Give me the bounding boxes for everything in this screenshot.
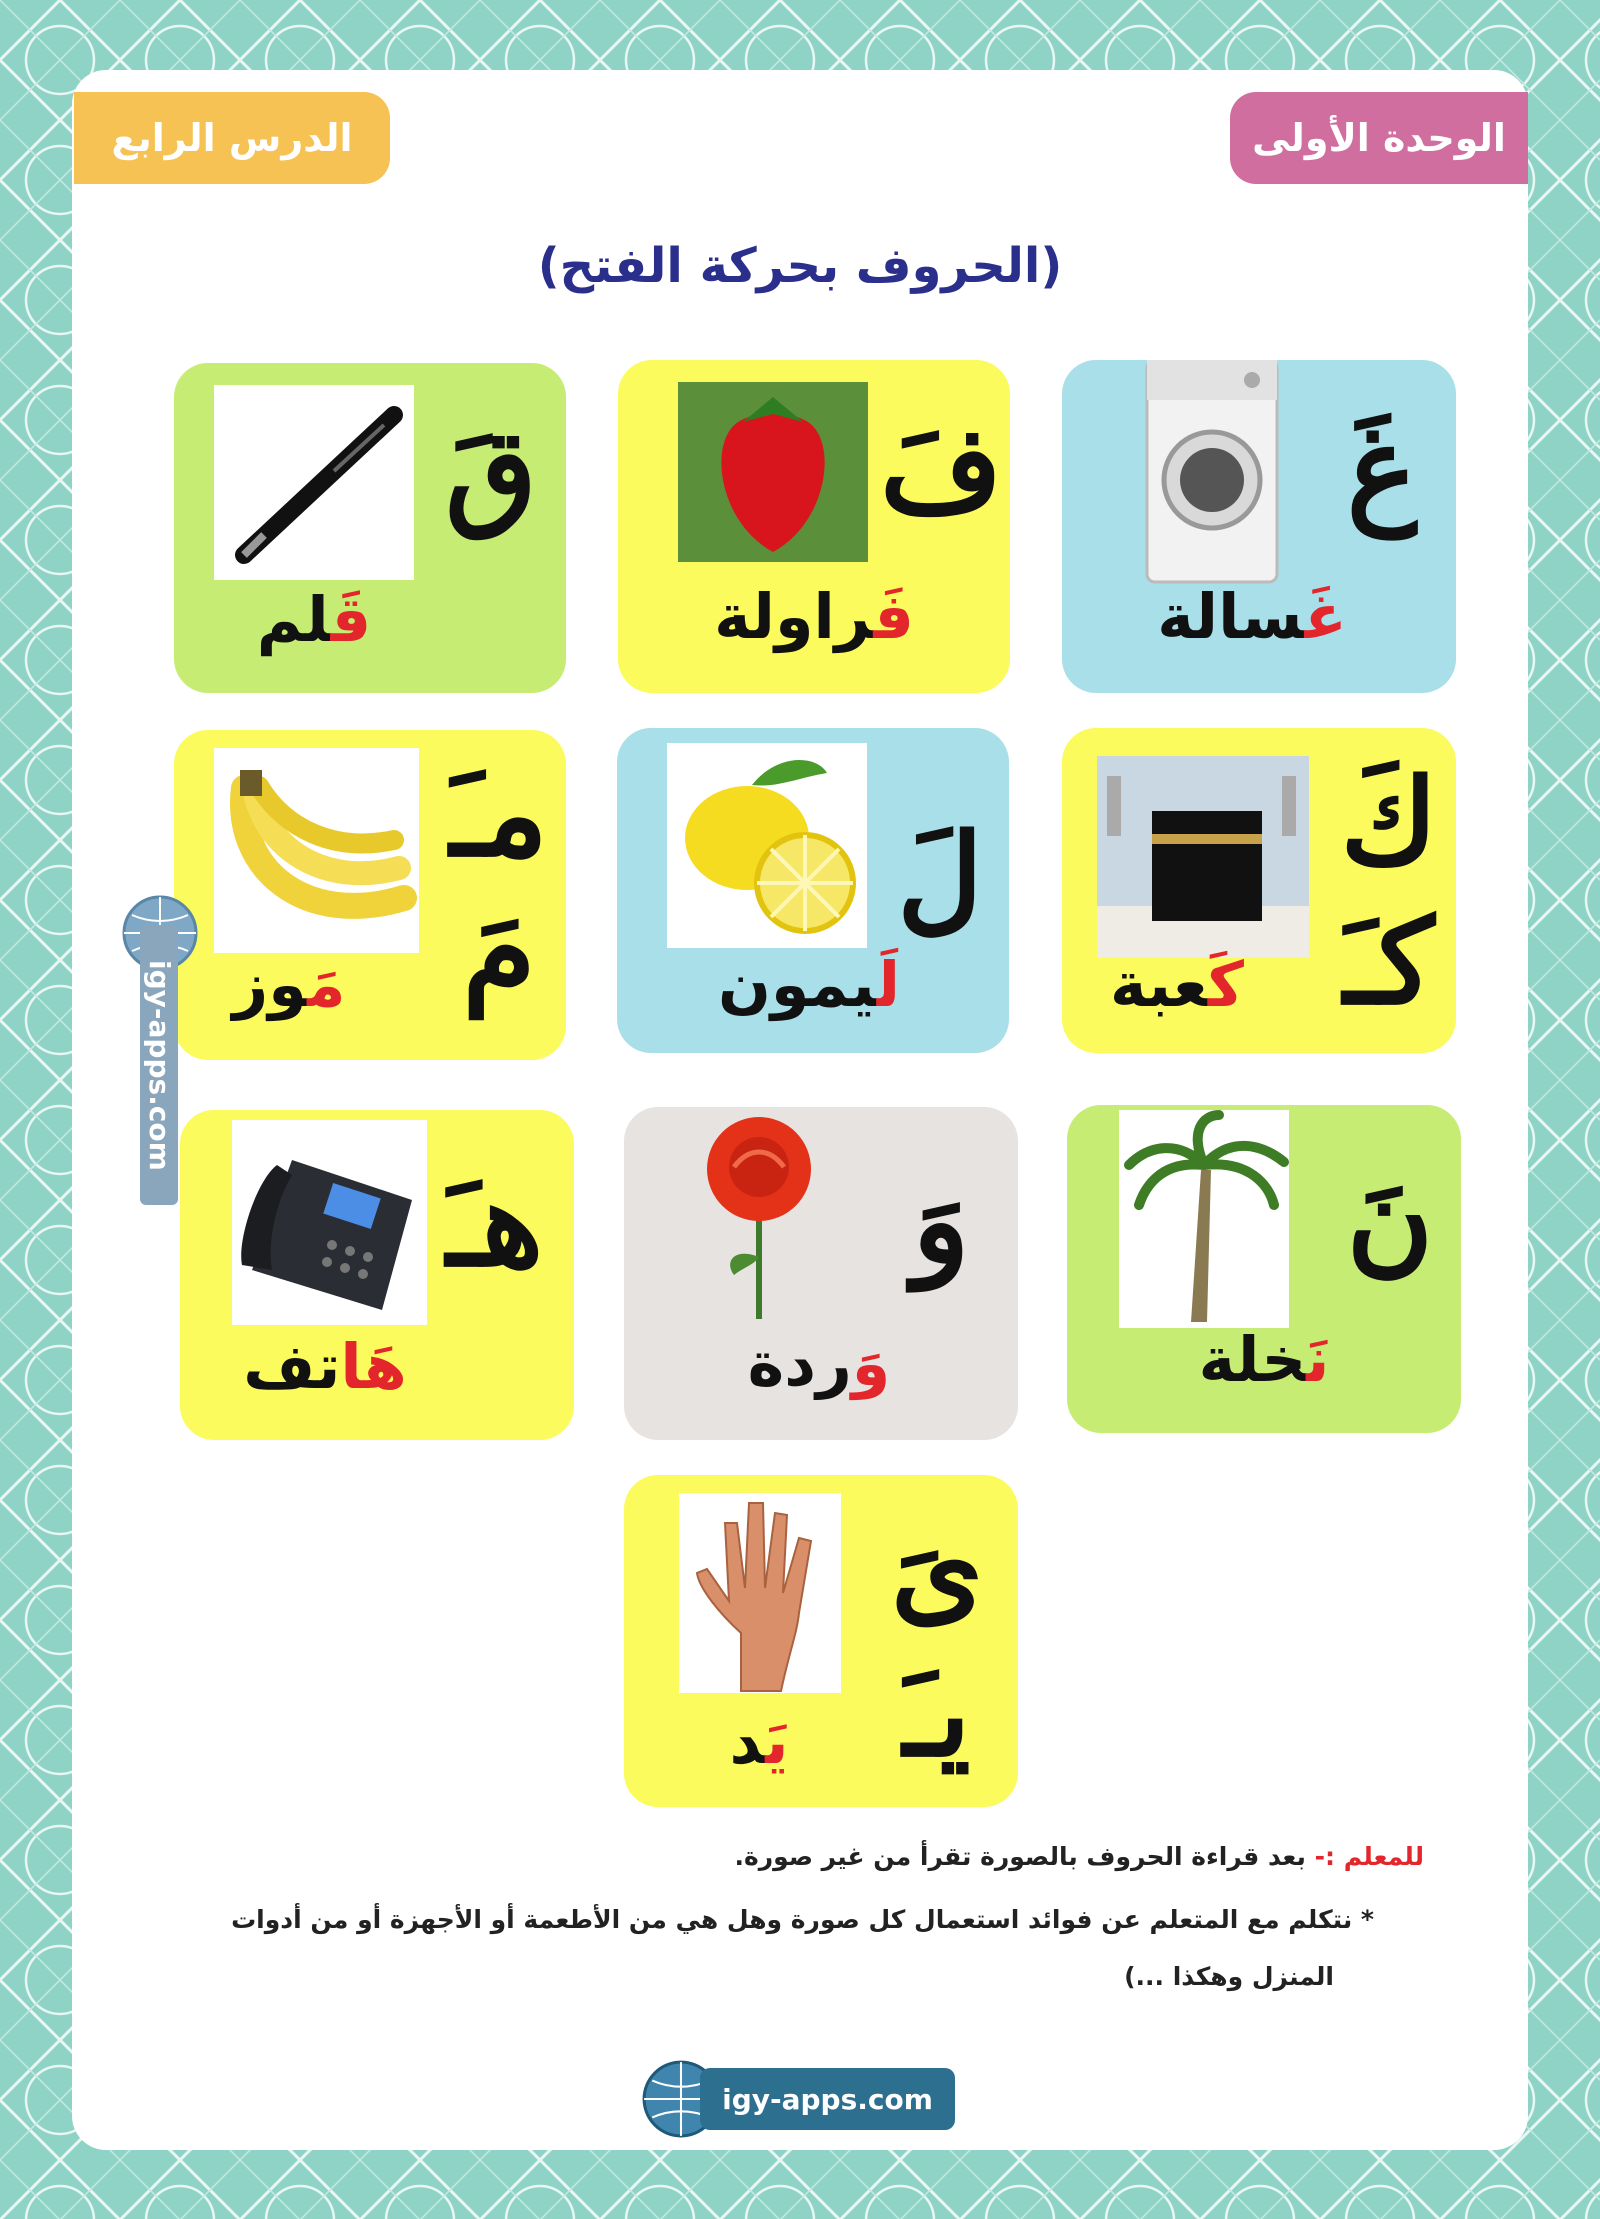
word-highlight: غَ <box>1304 580 1347 653</box>
card-word <box>704 1705 814 1778</box>
word-rest: سالة <box>1157 580 1305 653</box>
page-title: (الحروف بحركة الفتح) <box>537 238 1063 294</box>
card-kaf <box>1062 728 1456 1053</box>
word-highlight: لَ <box>876 948 900 1021</box>
card-qaf <box>174 363 566 693</box>
teacher-label: للمعلم :- <box>1314 1842 1424 1871</box>
word-highlight: مَ <box>307 948 346 1021</box>
card-letter: هـَ <box>446 1154 544 1293</box>
card-mim <box>174 730 566 1060</box>
card-letter-medial: كـَ <box>1343 892 1435 1031</box>
card-word <box>714 1327 924 1400</box>
card-nun <box>1067 1105 1461 1433</box>
bottom-watermark <box>640 2058 960 2140</box>
hand-icon <box>679 1493 841 1693</box>
word-rest: لم <box>256 583 331 656</box>
bananas-icon <box>214 748 419 953</box>
card-letter: ىَ <box>890 1499 984 1638</box>
hand-image <box>679 1493 841 1693</box>
card-letter: مـَ <box>450 744 548 883</box>
card-letter: لَ <box>897 807 983 946</box>
word-highlight: فَ <box>873 580 914 653</box>
card-word <box>709 948 909 1021</box>
word-rest: وز <box>232 948 308 1021</box>
teacher-note-3: المنزل وهكذا ...) <box>1124 1962 1334 1991</box>
kaaba-image <box>1097 756 1309 958</box>
word-rest: تف <box>243 1330 341 1403</box>
teacher-note-2: * نتكلم مع المتعلم عن فوائد استعمال كل صورة وهل هي من الأطعمة أو الأجهزة أو من أدوات <box>231 1905 1374 1934</box>
card-fa <box>618 360 1010 693</box>
word-highlight: وَ <box>851 1327 891 1400</box>
card-letter: نَ <box>1346 1149 1434 1288</box>
telephone-image <box>232 1120 427 1325</box>
card-letter: قَ <box>445 402 537 541</box>
card-word <box>194 583 434 656</box>
telephone-icon <box>232 1120 427 1325</box>
bottom-watermark-text: igy-apps.com <box>700 2068 955 2130</box>
word-highlight: قَ <box>330 583 372 656</box>
card-letter: كَ <box>1340 752 1438 891</box>
strawberry-image <box>678 382 868 562</box>
card-word <box>664 580 964 653</box>
card-ha <box>180 1110 574 1440</box>
card-waw <box>624 1107 1018 1440</box>
card-letter-isolated: مَ <box>462 879 536 1018</box>
pen-image <box>214 385 414 580</box>
lemon-icon <box>667 743 867 948</box>
card-letter: غَ <box>1346 399 1418 538</box>
rose-icon <box>674 1107 844 1322</box>
card-letter: وَ <box>912 1151 970 1290</box>
bananas-image <box>214 748 419 953</box>
card-ya <box>624 1475 1018 1807</box>
card-word <box>204 948 374 1021</box>
washing-machine-image <box>1102 360 1312 585</box>
word-highlight: كَ <box>1207 948 1244 1021</box>
card-word <box>1159 1323 1369 1396</box>
palm-tree-icon <box>1119 1110 1289 1328</box>
card-word <box>220 1330 430 1403</box>
word-rest: ردة <box>747 1327 852 1400</box>
word-rest: خلة <box>1198 1323 1307 1396</box>
teacher-note-1 <box>735 1842 1425 1871</box>
word-rest: د <box>729 1705 766 1778</box>
card-ghain <box>1062 360 1456 693</box>
lesson-tab: الدرس الرابع <box>74 92 390 184</box>
card-letter-initial: يـَ <box>903 1644 971 1783</box>
word-rest: يمون <box>718 948 877 1021</box>
kaaba-icon <box>1097 756 1309 958</box>
word-highlight: يَ <box>765 1705 789 1778</box>
side-watermark: igy-apps.com <box>140 925 178 1205</box>
rose-image <box>674 1107 844 1322</box>
word-highlight: نَ <box>1306 1323 1330 1396</box>
washing-machine-icon <box>1102 360 1312 585</box>
word-rest: راولة <box>714 580 874 653</box>
word-highlight: هَا <box>340 1330 407 1403</box>
pen-icon <box>214 385 414 580</box>
card-letter: فَ <box>880 399 1003 538</box>
palm-tree-image <box>1119 1110 1289 1328</box>
strawberry-icon <box>678 382 868 562</box>
word-rest: عبة <box>1110 948 1208 1021</box>
card-lam <box>617 728 1009 1053</box>
card-word <box>1102 580 1402 653</box>
card-word <box>1092 948 1262 1021</box>
unit-tab: الوحدة الأولى <box>1230 92 1528 184</box>
lemon-image <box>667 743 867 948</box>
teacher-note-text: بعد قراءة الحروف بالصورة تقرأ من غير صورة. <box>734 1842 1306 1871</box>
